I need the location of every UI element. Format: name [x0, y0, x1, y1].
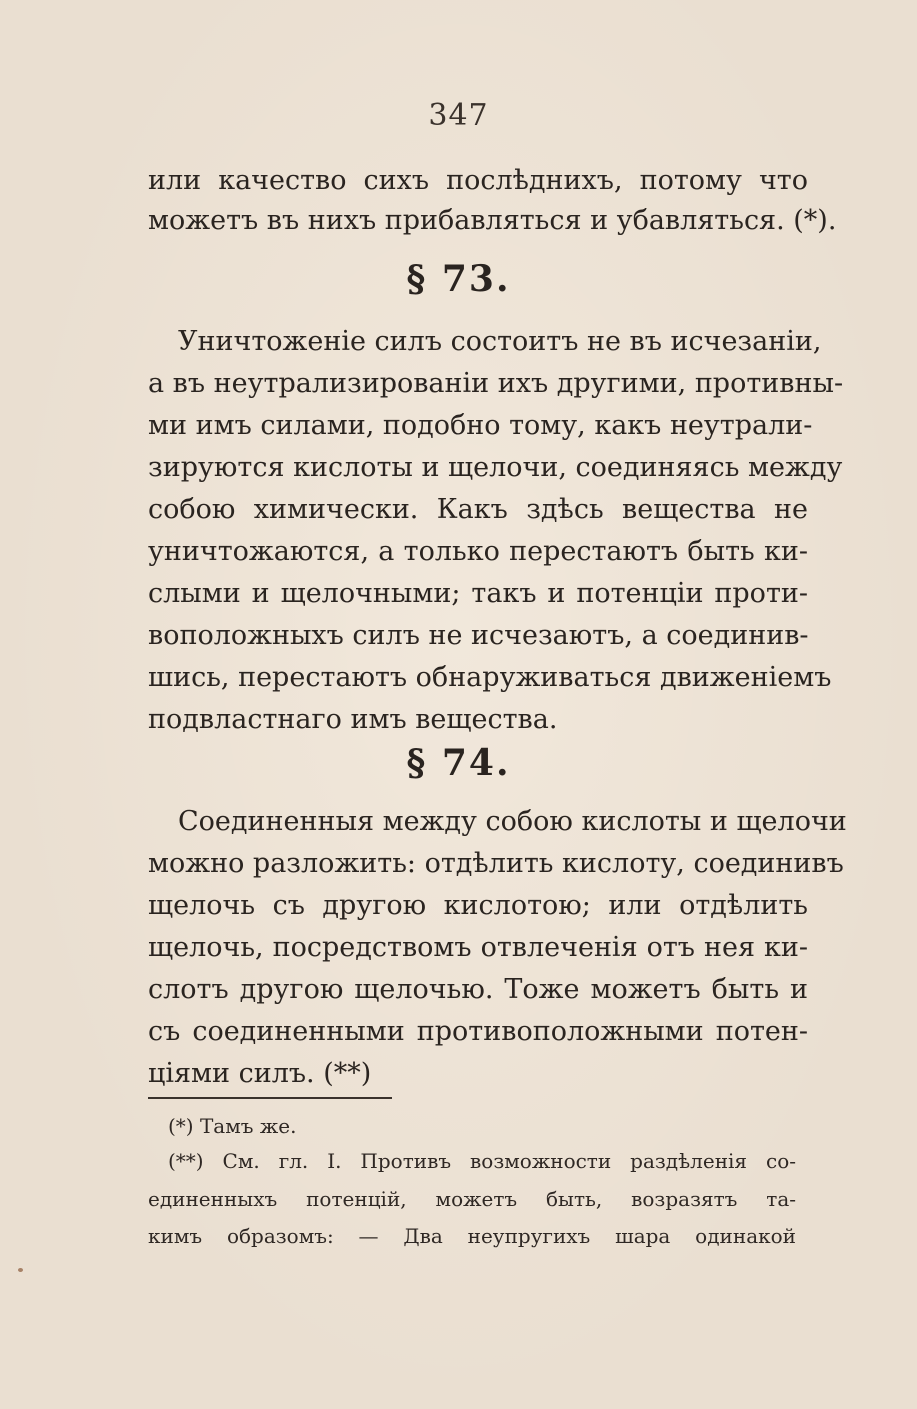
section-74-line: съ соединенными противоположными потен- — [148, 1016, 808, 1047]
section-73-line: Уничтоженіе силъ состоитъ не въ исчезаніи, — [178, 326, 822, 357]
page-number: 347 — [428, 98, 489, 133]
section-73-line: слыми и щелочными; такъ и потенціи проти- — [148, 578, 808, 609]
section-73-line: собою химически. Какъ здѣсь вещества не — [148, 494, 808, 525]
section-73-heading: § 73. — [406, 258, 511, 300]
intro-line-2: можетъ въ нихъ прибавляться и убавляться. (*). — [148, 205, 837, 236]
section-73-line: ми имъ силами, подобно тому, какъ неутрали- — [148, 410, 813, 441]
section-73-line: зируются кислоты и щелочи, соединяясь между — [148, 452, 843, 483]
section-74-heading: § 74. — [406, 742, 511, 784]
section-74-line: щелочь, посредствомъ отвлеченія отъ нея ки- — [148, 932, 808, 963]
section-73-line: воположныхъ силъ не исчезаютъ, а соединив- — [148, 620, 809, 651]
section-73-line: уничтожаются, а только перестаютъ быть ки- — [148, 536, 808, 567]
section-74-line: слотъ другою щелочью. Тоже можетъ быть и — [148, 974, 808, 1005]
footnote-divider — [148, 1097, 392, 1099]
footnote-2-line: единенныхъ потенцій, можетъ быть, возразятъ та- — [148, 1187, 796, 1211]
section-73-line: подвластнаго имъ вещества. — [148, 704, 558, 735]
footnote-2-line: (**) См. гл. I. Противъ возможности раздѣленія со- — [168, 1149, 796, 1173]
intro-line-1: или качество сихъ послѣднихъ, потому что — [148, 165, 808, 196]
footnote-1: (*) Тамъ же. — [168, 1114, 297, 1138]
section-73-line: а въ неутрализированіи ихъ другими, противны- — [148, 368, 844, 399]
section-74-line: Соединенныя между собою кислоты и щелочи — [178, 806, 847, 837]
section-73-line: шись, перестаютъ обнаруживаться движеніемъ — [148, 662, 832, 693]
section-74-line: ціями силъ. (**) — [148, 1058, 372, 1089]
section-74-line: можно разложить: отдѣлить кислоту, соединивъ — [148, 848, 844, 879]
paper-speck — [18, 1268, 23, 1272]
section-74-line: щелочь съ другою кислотою; или отдѣлить — [148, 890, 808, 921]
footnote-2-line: кимъ образомъ: — Два неупругихъ шара одинакой — [148, 1224, 796, 1248]
